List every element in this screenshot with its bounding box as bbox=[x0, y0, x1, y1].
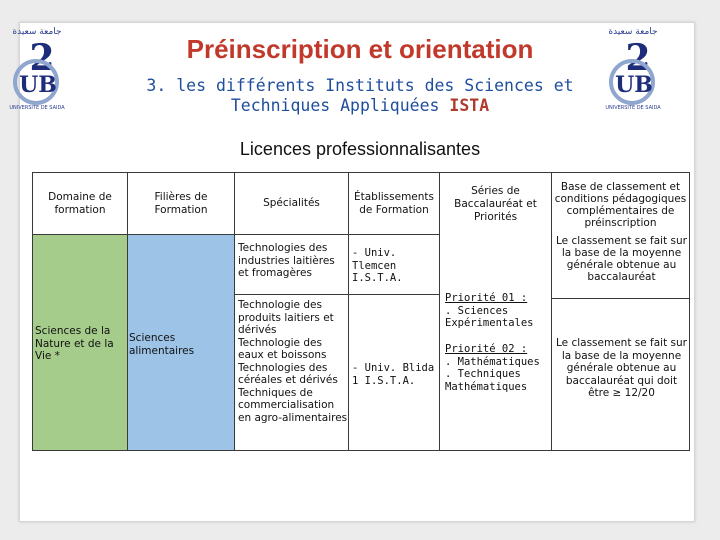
specialite-cell-2 bbox=[234, 295, 348, 451]
filiere-text: Sciences alimentaires bbox=[129, 332, 195, 357]
etablissement-cell-2 bbox=[348, 295, 439, 451]
priorite-2-label: Priorité 02 : bbox=[445, 343, 528, 355]
base-text-1: Le classement se fait sur la base de la moyenne générale obtenue au baccalauréat bbox=[556, 235, 687, 283]
subtitle-line-2 bbox=[100, 96, 620, 116]
filiere-cell bbox=[127, 235, 234, 451]
priorite-1-text: . Sciences Expérimentales bbox=[445, 304, 534, 329]
logo-initials: UB bbox=[615, 72, 653, 98]
priorite-2 bbox=[445, 343, 549, 393]
header-etablissements: Établissements de Formation bbox=[348, 172, 439, 235]
header-specialites: Spécialités bbox=[234, 172, 348, 235]
domaine-cell bbox=[32, 235, 127, 451]
priorite-1-label: Priorité 01 : bbox=[445, 292, 528, 304]
logo-number: 2 bbox=[29, 37, 55, 79]
priorite-1 bbox=[445, 292, 549, 330]
logo-caption: UNIVERSITE DE SAIDA bbox=[9, 105, 65, 111]
header-domaine: Domaine de formation bbox=[32, 172, 127, 235]
header-base: Base de classement et conditions pédagogiques complémentaires de préinscription bbox=[551, 172, 690, 235]
logo-initials: UB bbox=[19, 72, 57, 98]
logo-number: 2 bbox=[625, 37, 651, 79]
logo-arabic-text: جامعة سعيدة bbox=[608, 27, 658, 37]
logo-arabic-text: جامعة سعيدة bbox=[12, 27, 62, 37]
base-cell-1 bbox=[551, 235, 690, 299]
subtitle-accent: ISTA bbox=[449, 96, 490, 115]
header-series: Séries de Baccalauréat et Priorités bbox=[439, 172, 551, 235]
subtitle-line-1: 3. les différents Instituts des Sciences et bbox=[146, 76, 574, 95]
priorite-2-text: . Mathématiques . Techniques Mathématiques bbox=[445, 355, 540, 393]
etablissement-text-2: - Univ. Blida 1 I.S.T.A. bbox=[352, 362, 435, 387]
subtitle-line-2-text: Techniques Appliquées bbox=[230, 96, 440, 115]
etablissement-cell-1 bbox=[348, 235, 439, 295]
base-text-2: Le classement se fait sur la base de la moyenne générale obtenue au baccalauréat qui doit être ≥ 12/20 bbox=[556, 337, 687, 399]
specialite-text-1: Technologies des industries laitières et fromagères bbox=[238, 242, 335, 279]
series-cell bbox=[439, 235, 551, 451]
specialite-cell-1 bbox=[234, 235, 348, 295]
header-filieres: Filières de Formation bbox=[127, 172, 234, 235]
page-title: Préinscription et orientation bbox=[186, 34, 534, 64]
domaine-text: Sciences de la Nature et de la Vie * bbox=[35, 325, 114, 362]
section-heading: Licences professionnalisantes bbox=[239, 139, 481, 159]
specialite-text-2: Technologie des produits laitiers et dérivés Technologie des eaux et boissons Technologies des céréales et dérivés Techniques de commercialisation en agro-alimentaires bbox=[238, 299, 348, 424]
page-subtitle bbox=[100, 76, 620, 116]
base-cell-2 bbox=[551, 299, 690, 451]
etablissement-text-1: - Univ. Tlemcen I.S.T.A. bbox=[352, 247, 403, 284]
logo-caption: UNIVERSITE DE SAIDA bbox=[605, 105, 661, 111]
